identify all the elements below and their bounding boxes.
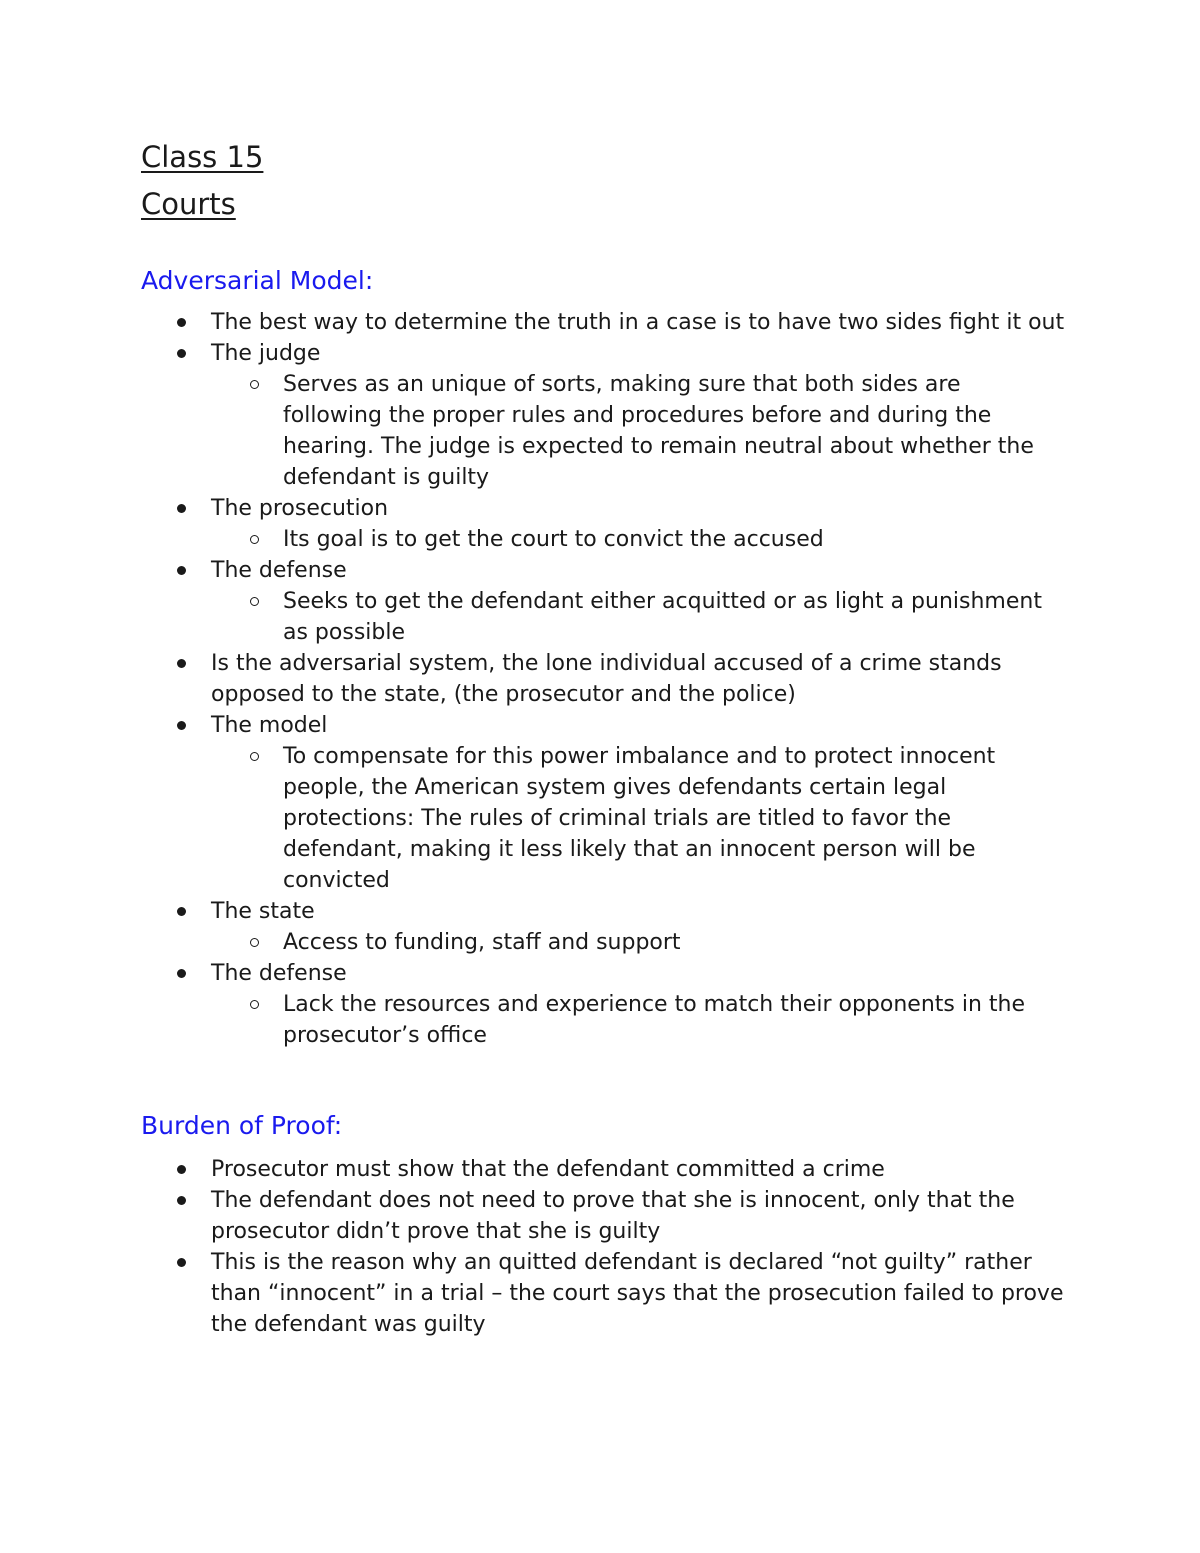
burden-of-proof-list [0,1154,1200,1340]
hollow-bullet-icon [250,1000,259,1009]
section-heading-burden-of-proof: Burden of Proof: [141,1111,343,1140]
section-heading-adversarial-model: Adversarial Model: [141,266,374,295]
filled-bullet-icon [177,721,186,730]
filled-bullet-icon [177,349,186,358]
hollow-bullet-icon [250,752,259,761]
hollow-bullet-icon [250,380,259,389]
hollow-bullet-icon [250,597,259,606]
filled-bullet-icon [177,969,186,978]
list-item: The defendant does not need to prove that she is innocent, only that the prosecutor didn’t prove that she is guilty [0,1185,1200,1247]
list-item: The prosecution [0,493,1200,524]
filled-bullet-icon [177,1196,186,1205]
filled-bullet-icon [177,907,186,916]
list-item: The defense [0,958,1200,989]
list-item: The defense [0,555,1200,586]
sub-list-item: To compensate for this power imbalance and to protect innocent people, the American system gives defendants certain legal protections: The rules of criminal trials are titled to favor the defendant, making it less likely that an innocent person will be convicted [0,741,1200,896]
hollow-bullet-icon [250,938,259,947]
filled-bullet-icon [177,1258,186,1267]
filled-bullet-icon [177,1165,186,1174]
hollow-bullet-icon [250,535,259,544]
filled-bullet-icon [177,659,186,668]
list-item: The model [0,710,1200,741]
list-item: Is the adversarial system, the lone individual accused of a crime stands opposed to the state, (the prosecutor and the police) [0,648,1200,710]
list-item: This is the reason why an quitted defendant is declared “not guilty” rather than “innocent” in a trial – the court says that the prosecution failed to prove the defendant was guilty [0,1247,1200,1340]
sub-list-item: Serves as an unique of sorts, making sure that both sides are following the proper rules and procedures before and during the hearing. The judge is expected to remain neutral about whether the defendant is guilty [0,369,1200,493]
document-title-class: Class 15 [141,140,264,174]
sub-list-item: Lack the resources and experience to match their opponents in the prosecutor’s office [0,989,1200,1051]
filled-bullet-icon [177,504,186,513]
sub-list-item: Seeks to get the defendant either acquitted or as light a punishment as possible [0,586,1200,648]
adversarial-model-list [0,307,1200,1051]
document-title-topic: Courts [141,187,236,221]
list-item: The best way to determine the truth in a case is to have two sides fight it out [0,307,1200,338]
list-item: Prosecutor must show that the defendant committed a crime [0,1154,1200,1185]
sub-list-item: Access to funding, staff and support [0,927,1200,958]
filled-bullet-icon [177,318,186,327]
sub-list-item: Its goal is to get the court to convict the accused [0,524,1200,555]
filled-bullet-icon [177,566,186,575]
list-item: The judge [0,338,1200,369]
list-item: The state [0,896,1200,927]
